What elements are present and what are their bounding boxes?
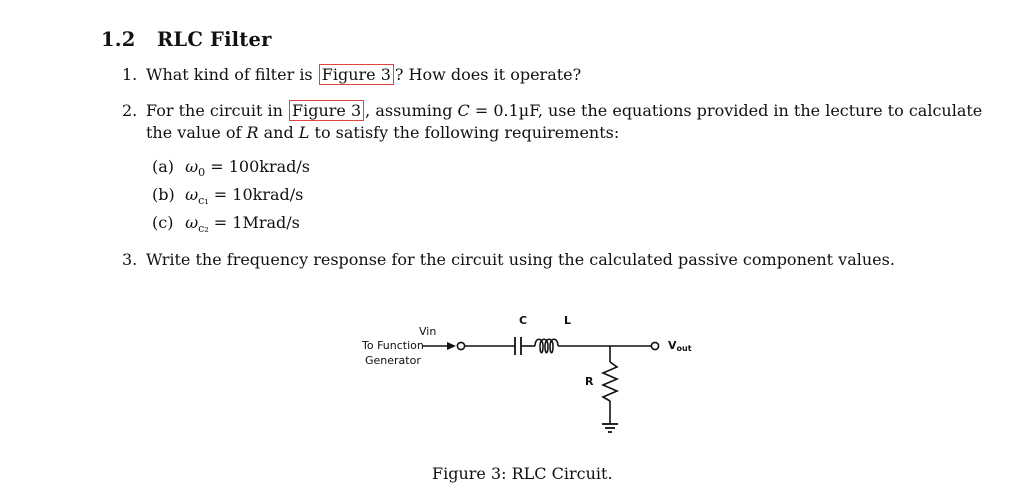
requirement-value: = 100krad/s bbox=[205, 157, 310, 176]
requirement-label: (a) bbox=[152, 157, 175, 176]
requirement-c bbox=[152, 213, 300, 235]
question-text: and bbox=[258, 123, 299, 142]
figure-caption: Figure 3: RLC Circuit. bbox=[432, 464, 613, 483]
question-1 bbox=[122, 64, 581, 86]
math-symbol: L bbox=[298, 123, 310, 142]
requirement-a bbox=[152, 157, 310, 179]
question-number: 1. bbox=[122, 65, 138, 84]
question-text: , assuming bbox=[365, 101, 458, 120]
figure-3-link[interactable]: Figure 3 bbox=[289, 100, 364, 121]
requirement-b bbox=[152, 185, 303, 207]
question-3 bbox=[122, 249, 895, 271]
question-text: For the circuit in bbox=[146, 101, 289, 120]
math-subscript: c₁ bbox=[198, 194, 209, 208]
vout-label: Vout bbox=[668, 339, 692, 353]
section-heading bbox=[101, 28, 272, 51]
math-symbol: ω bbox=[185, 185, 199, 204]
question-text: Write the frequency response for the circuit using the calculated passive component values. bbox=[146, 250, 895, 269]
requirement-label: (c) bbox=[152, 213, 174, 232]
inductor-label: L bbox=[564, 314, 572, 327]
math-symbol: C bbox=[457, 101, 470, 120]
source-label-line1: To Function bbox=[362, 339, 424, 352]
resistor-zigzag bbox=[603, 362, 617, 401]
math-subscript: c₂ bbox=[198, 222, 209, 236]
figure-3-link[interactable]: Figure 3 bbox=[319, 64, 394, 85]
requirement-label: (b) bbox=[152, 185, 175, 204]
math-subscript: 0 bbox=[198, 166, 206, 180]
source-label-line2: Generator bbox=[365, 354, 421, 367]
math-symbol: ω bbox=[185, 157, 199, 176]
question-number: 3. bbox=[122, 250, 138, 269]
question-text: the value of bbox=[146, 123, 247, 142]
inductor-coil bbox=[535, 339, 558, 353]
vout-terminal bbox=[651, 342, 658, 349]
question-text: What kind of filter is bbox=[146, 65, 318, 84]
vin-terminal bbox=[457, 342, 464, 349]
requirement-value: = 1Mrad/s bbox=[208, 213, 300, 232]
section-number: 1.2 bbox=[101, 28, 136, 51]
question-text: = 0.1µF, use the equations provided in the lecture to calculate bbox=[469, 101, 983, 120]
question-text: ? How does it operate? bbox=[394, 65, 582, 84]
rlc-circuit-diagram bbox=[355, 300, 715, 450]
question-number: 2. bbox=[122, 101, 138, 120]
section-title: RLC Filter bbox=[157, 28, 272, 51]
question-2 bbox=[122, 100, 982, 144]
resistor-label: R bbox=[585, 375, 594, 388]
question-text: to satisfy the following requirements: bbox=[309, 123, 620, 142]
math-symbol: R bbox=[246, 123, 259, 142]
source-arrow-head bbox=[447, 342, 456, 350]
capacitor-label: C bbox=[519, 314, 528, 327]
requirement-value: = 10krad/s bbox=[208, 185, 304, 204]
math-symbol: ω bbox=[185, 213, 199, 232]
vin-label: Vin bbox=[419, 325, 437, 338]
